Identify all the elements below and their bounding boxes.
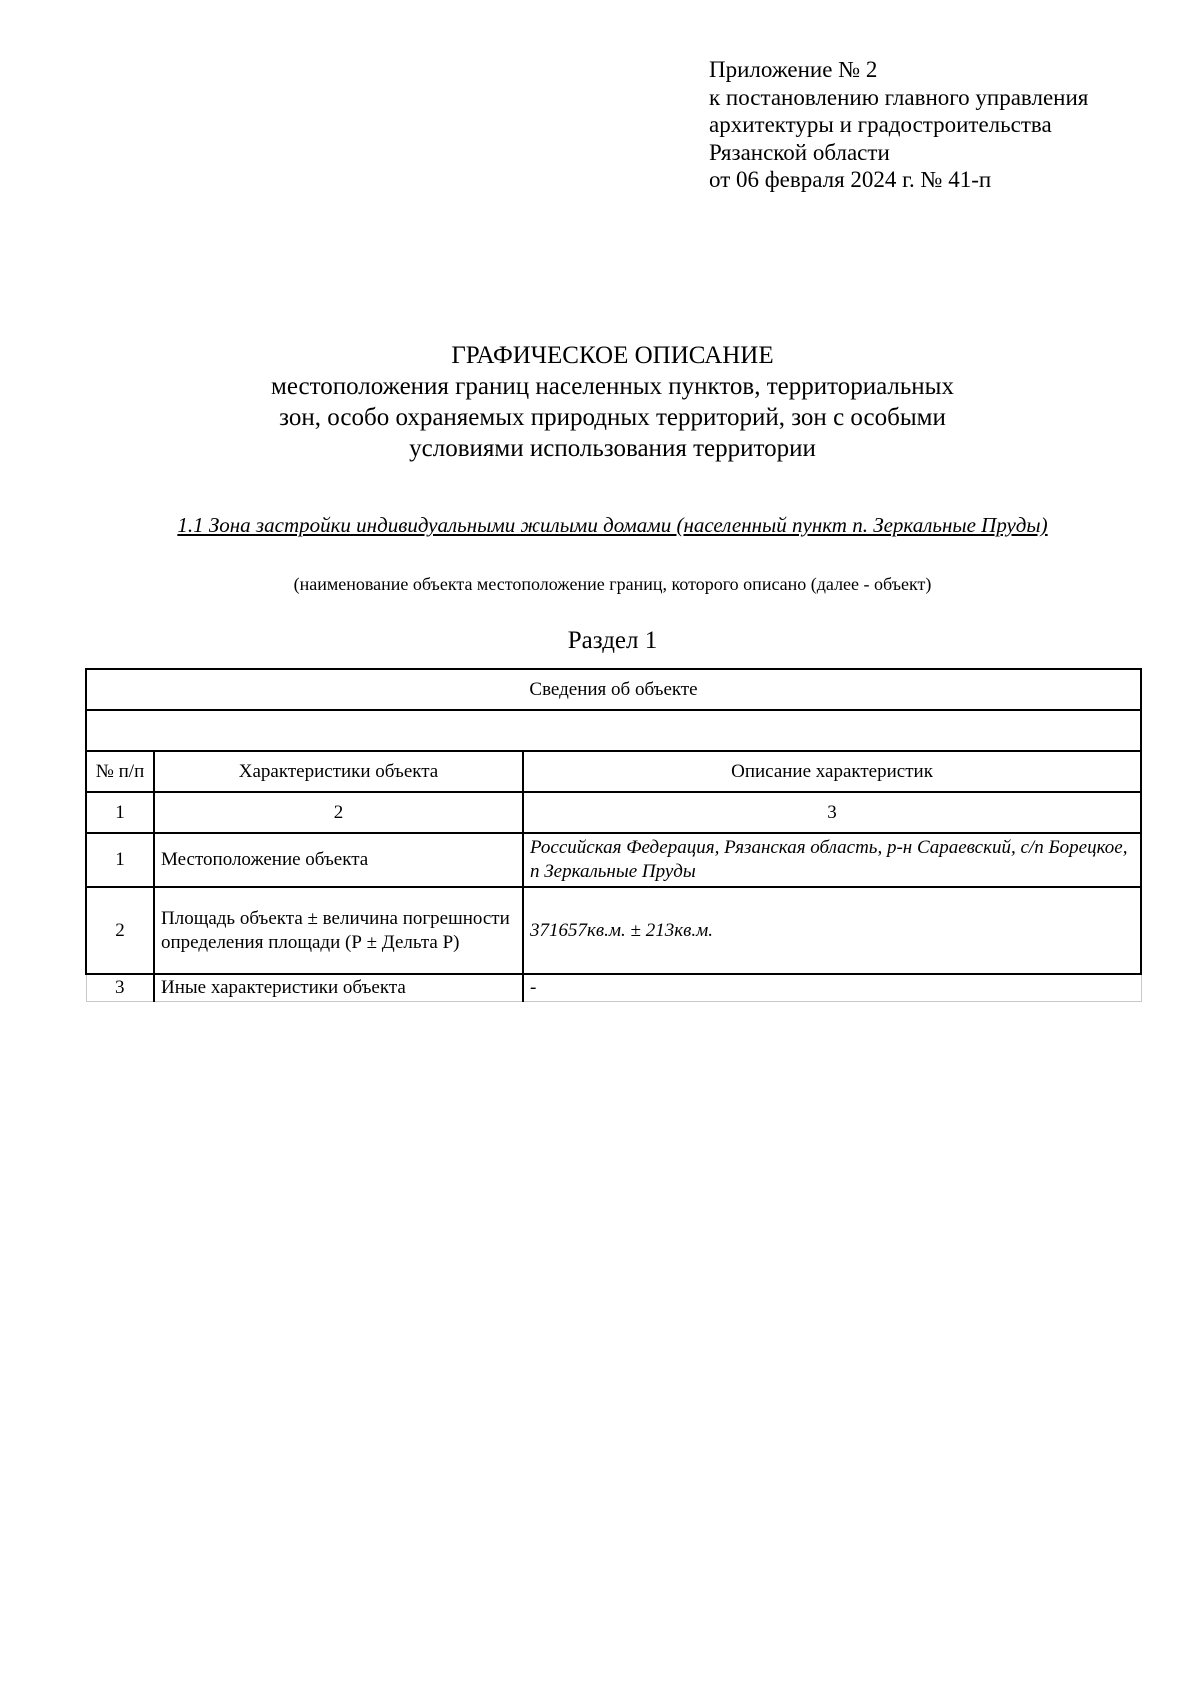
object-info-table <box>85 668 1142 1002</box>
title-line: ГРАФИЧЕСКОЕ ОПИСАНИЕ <box>451 342 774 369</box>
section-heading: Раздел 1 <box>567 627 658 654</box>
row-number: 3 <box>86 974 154 1002</box>
column-header-number: № п/п <box>86 751 154 792</box>
row-characteristic: Площадь объекта ± величина погрешности определения площади (Р ± Дельта Р) <box>154 887 523 974</box>
row-characteristic: Местоположение объекта <box>154 833 523 887</box>
column-number: 3 <box>523 792 1141 833</box>
document-title <box>0 340 1200 464</box>
appendix-block <box>709 56 1088 194</box>
column-header-description: Описание характеристик <box>523 751 1141 792</box>
object-name: 1.1 Зона застройки индивидуальными жилыми домами (населенный пункт п. Зеркальные Пруды) <box>177 513 1048 537</box>
row-description: 371657кв.м. ± 213кв.м. <box>523 887 1141 974</box>
title-line: зон, особо охраняемых природных территорий, зон с особыми <box>279 404 946 431</box>
table-row <box>86 833 1141 887</box>
row-number: 2 <box>86 887 154 974</box>
appendix-line: Рязанской области <box>709 139 890 165</box>
table-empty-cell <box>86 710 1141 751</box>
appendix-line: Приложение № 2 <box>709 57 878 82</box>
table-header: Сведения об объекте <box>86 669 1141 710</box>
object-name-caption: (наименование объекта местоположение границ, которого описано (далее - объект) <box>293 574 932 594</box>
row-number: 1 <box>86 833 154 887</box>
column-number: 2 <box>154 792 523 833</box>
title-line: местоположения границ населенных пунктов, территориальных <box>271 373 954 400</box>
appendix-line: к постановлению главного управления <box>709 84 1089 110</box>
table-row <box>86 974 1141 1002</box>
row-description: - <box>523 974 1141 1002</box>
appendix-line: архитектуры и градостроительства <box>709 112 1052 137</box>
column-number: 1 <box>86 792 154 833</box>
row-description: Российская Федерация, Рязанская область, р-н Сараевский, с/п Борецкое, п Зеркальные Пруды <box>523 833 1141 887</box>
table-row <box>86 887 1141 974</box>
table-column-headers <box>86 751 1141 792</box>
row-characteristic: Иные характеристики объекта <box>154 974 523 1002</box>
title-line: условиями использования территории <box>409 435 816 462</box>
table-empty-row <box>86 710 1141 751</box>
table-column-numbers <box>86 792 1141 833</box>
appendix-line: от 06 февраля 2024 г. № 41-п <box>709 167 992 192</box>
column-header-characteristic: Характеристики объекта <box>154 751 523 792</box>
table-header-row <box>86 669 1141 710</box>
